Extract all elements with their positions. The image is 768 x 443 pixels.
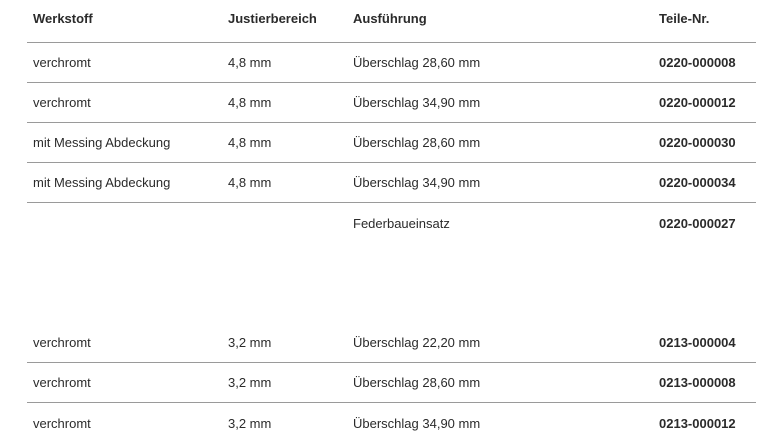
cell-part-no: 0213-000004 <box>659 335 736 350</box>
cell-material: mit Messing Abdeckung <box>33 175 171 190</box>
table-row <box>27 403 756 443</box>
table-row <box>27 83 756 123</box>
cell-part-no: 0213-000008 <box>659 375 736 390</box>
cell-range: 4,8 mm <box>228 175 272 190</box>
table-row <box>27 123 756 163</box>
table-row <box>27 163 756 203</box>
cell-material: verchromt <box>33 95 91 110</box>
cell-design: Überschlag 34,90 mm <box>353 95 481 110</box>
cell-range: 3,2 mm <box>228 335 272 350</box>
cell-part-no: 0213-000012 <box>659 415 736 431</box>
cell-part-no: 0220-000027 <box>659 215 736 231</box>
cell-part-no: 0220-000012 <box>659 95 736 110</box>
cell-material: verchromt <box>33 415 91 431</box>
cell-design: Überschlag 22,20 mm <box>353 335 481 350</box>
cell-material: verchromt <box>33 335 91 350</box>
cell-design: Überschlag 28,60 mm <box>353 135 481 150</box>
cell-design: Überschlag 34,90 mm <box>353 415 481 431</box>
table-row <box>27 43 756 83</box>
header-design: Ausführung <box>353 10 427 26</box>
cell-range: 4,8 mm <box>228 95 272 110</box>
cell-part-no: 0220-000008 <box>659 55 736 70</box>
table-row <box>27 203 756 243</box>
table-row <box>27 363 756 403</box>
cell-range: 4,8 mm <box>228 135 272 150</box>
cell-material: mit Messing Abdeckung <box>33 135 171 150</box>
cell-design: Federbaueinsatz <box>353 215 450 231</box>
table-row <box>27 323 756 363</box>
cell-range: 3,2 mm <box>228 415 272 431</box>
cell-range: 3,2 mm <box>228 375 272 390</box>
cell-material: verchromt <box>33 55 91 70</box>
cell-part-no: 0220-000034 <box>659 175 736 190</box>
cell-part-no: 0220-000030 <box>659 135 736 150</box>
table-header-row <box>27 0 756 43</box>
cell-design: Überschlag 28,60 mm <box>353 55 481 70</box>
group-spacer <box>27 243 756 323</box>
header-material: Werkstoff <box>33 10 93 26</box>
header-part-no: Teile-Nr. <box>659 10 710 26</box>
cell-design: Überschlag 34,90 mm <box>353 175 481 190</box>
cell-design: Überschlag 28,60 mm <box>353 375 481 390</box>
parts-table <box>27 0 756 443</box>
cell-material: verchromt <box>33 375 91 390</box>
cell-range: 4,8 mm <box>228 55 272 70</box>
header-range: Justierbereich <box>228 10 317 26</box>
